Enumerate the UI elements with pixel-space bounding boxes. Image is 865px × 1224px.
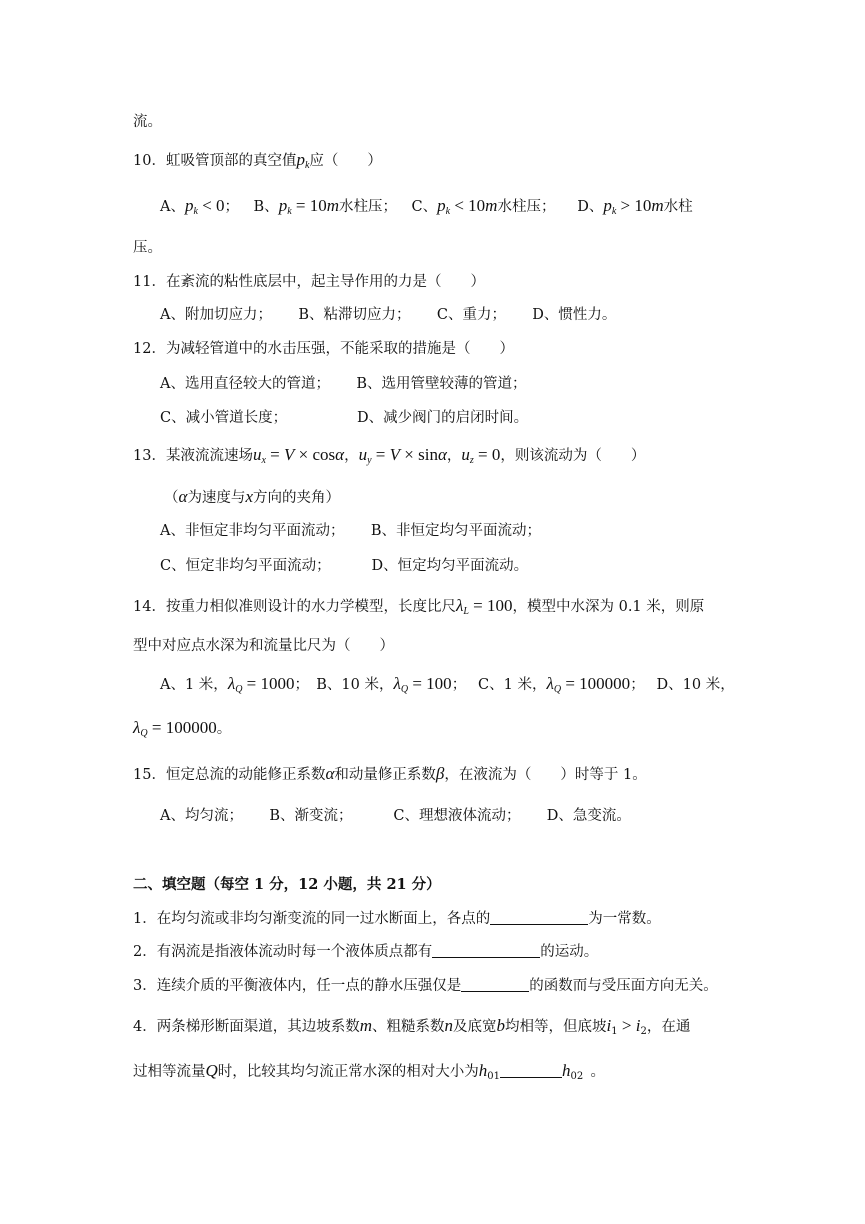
question-12-options: A、选用直径较大的管道； B、选用管壁较薄的管道； [160, 376, 527, 392]
question-15: 15．恒定总流的动能修正系数α和动量修正系数β，在液流为（ ）时等于 1。 [133, 764, 647, 783]
answer-blank[interactable] [461, 977, 529, 992]
question-11-options: A、附加切应力； B、粘滞切应力； C、重力； D、惯性力。 [160, 307, 617, 323]
fill-question-1: 1．在均匀流或非均匀渐变流的同一过水断面上，各点的 为一常数。 [133, 911, 661, 927]
question-10: 10．虹吸管顶部的真空值$p_k$应（ ） [133, 150, 382, 171]
question-14-options: A、1 米，$\lambda_Q = 1000$； B、10 米，$\lambda_Q = 100$； C、1 米，$\lambda_Q = 100000$； D、10 米， [160, 674, 735, 695]
question-13-options: C、恒定非均匀平面流动； D、恒定均匀平面流动。 [160, 558, 529, 574]
answer-blank[interactable] [500, 1063, 562, 1078]
answer-blank[interactable] [490, 910, 588, 925]
answer-blank[interactable] [432, 943, 540, 958]
question-12-options: C、减小管道长度； D、减少阀门的启闭时间。 [160, 410, 529, 426]
question-15-options: A、均匀流； B、渐变流； C、理想液体流动； D、急变流。 [160, 808, 631, 824]
fill-question-2: 2．有涡流是指液体流动时每一个液体质点都有 的运动。 [133, 944, 599, 960]
text-line: 流。 [133, 114, 162, 130]
question-11: 11．在紊流的粘性底层中，起主导作用的力是（ ） [133, 274, 485, 290]
fill-question-3: 3．连续介质的平衡液体内，任一点的静水压强仅是 的函数而与受压面方向无关。 [133, 978, 718, 994]
question-12: 12．为减轻管道中的水击压强，不能采取的措施是（ ） [133, 341, 514, 357]
fill-question-4: 过相等流量Q时，比较其均匀流正常水深的相对大小为$h_{01}$ $h_{02}$ 。 [133, 1061, 605, 1082]
fill-question-4: 4．两条梯形断面渠道，其边坡系数m、粗糙系数n及底宽b均相等，但底坡$i_1 > i_2$，在通 [133, 1016, 691, 1037]
question-10-options: A、$p_k < 0$； B、$p_k = 10m$水柱压； C、$p_k < 10m$水柱压； D、$p_k > 10m$水柱 [160, 196, 693, 217]
question-13-options: A、非恒定非均匀平面流动； B、非恒定均匀平面流动； [160, 523, 541, 539]
question-14-options: $\lambda_Q = 100000$。 [133, 718, 232, 739]
question-13: 13．某液流流速场$u_x = V \times \cos\alpha$，$u_y = V \times \sin\alpha$，$u_z = 0$，则该流动为（ ） [133, 445, 646, 466]
question-13-note: （α为速度与x方向的夹角） [164, 487, 340, 506]
question-14: 型中对应点水深为和流量比尺为（ ） [133, 638, 394, 654]
question-14: 14．按重力相似准则设计的水力学模型，长度比尺$\lambda_L = 100$，模型中水深为 0.1 米，则原 [133, 596, 705, 617]
section-title: 二、填空题（每空 1 分，12 小题，共 21 分） [133, 876, 441, 893]
text-line: 压。 [133, 240, 162, 256]
